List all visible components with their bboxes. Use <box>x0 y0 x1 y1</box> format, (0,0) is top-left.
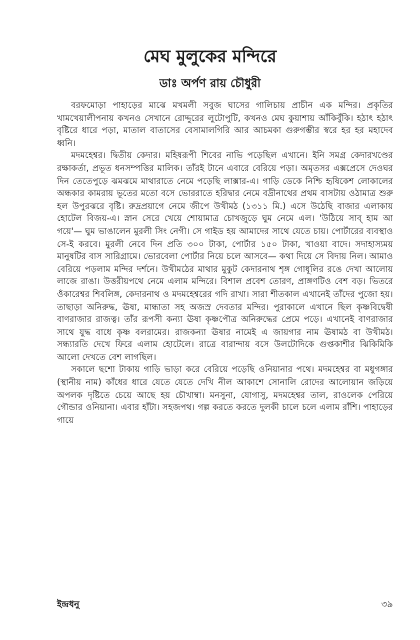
article-body <box>57 100 393 427</box>
article-author: ডাঃ অর্পণ রায় চৌধুরী <box>159 76 261 90</box>
page-number: ৩৯ <box>381 600 393 610</box>
magazine-name: ইন্দ্রধনু <box>57 600 80 610</box>
paragraph-madmaheshwar: মদমহেশ্বর। দ্বিতীয় কেদার। মহিষরূপী শিবের নাভি পড়েছিল এখানে। ইনি সমগ্র কেদারখণ্ডের রক্ষাকর্তা, প্রভূত ধনসম্পত্তির মালিক। তাঁরই টানে এবারে বেরিয়ে পড়া। অমৃতসর এক্সপ্রেসে দেওঘর দিন তেতেপুড়ে ঝমঝমে মাথারাতে নেমে পড়েছি লাক্সার-এ। গাড়ি ডেকে নিশ্চি হৃষিকেশ লোকালের অন্ধকার কামরায় ভূতের মতো বসে ভোররাতে হরিদ্বার নেমে বদ্রীনাথের প্রথম বাসটায় ওঠামাত্র শুরু হল উপুরঝরে বৃষ্টি। রুদ্রপ্রয়াগে নেমে জীপে উখীমঠ (১৩১১ মি.) এসে উঠেছি বাজার এলাকায় হোটেল বিজয়-এ। স্নান সেরে খেয়ে শোয়ামাত্র চোখজুড়ে ঘুম নেমে এল। 'উঠিয়ে সাব্ হাম আ গয়ে'— ঘুম ভাঙালেন মুরলী সিং নেগী। সে গাইড হয় আমাদের সাথে যেতে চায়। পোর্টারের ব্যবস্থাও সে-ই করবে। মুরলী নেবে দিন প্রতি ৩০০ টাকা, পোর্টার ১৫০ টাকা, খাওয়া বাদে। সদাহাস্যময় মানুষটির বাস সারিগ্রামে। ভোরবেলা পোর্টার নিয়ে চলে আসবে— কথা দিয়ে সে বিদায় নিল। আমাও বেরিয়ে পড়লাম মন্দির দর্শনে। উখীমঠের মাথার মুকুট কেদারনাথ শৃঙ্গ গোধূলির রঙে দেখা আলোয় লাজে রাঙা। উত্তরীয়পথে নেমে এলাম মন্দিরে। বিশাল প্রবেশ তোরণ, প্রাঙ্গণটিও বেশ বড়। ভিতরে ওঁকারেশ্বর শিবলিঙ্গ, কেদারনাথ ও মদমহেশ্বরের গদি রাখা। সারা শীতকাল এখানেই তাঁদের পুজো হয়। তাছাড়া অনিরুদ্ধ, ঊষা, মান্ধাতা সহ অজস্র দেবতার মন্দির। পুরাকালে এখানে ছিল কৃষ্ণবিদ্বেষী বাণরাজার রাজত্ব। তাঁর রূপসী কন্যা ঊষা কৃষ্ণপৌত্র অনিরুদ্ধের প্রেমে পড়ে। এখানেই বাণরাজার সাথে যুদ্ধ বাধে কৃষ্ণ বলরামের। রাজকন্যা ঊষার নামেই এ জায়গার নাম ঊষামঠ বা উখীমঠ। সন্ধ্যারতি দেখে ফিরে এলাম হোটেলে। রাত্রে বারান্দায় বসে উলটোদিকে গুপ্তকাশীর ঝিকিমিকি আলো দেখতে বেশ লাগছিল। <box>57 151 393 363</box>
paragraph-journey: সকালে ছশো টাকায় গাড়ি ভাড়া করে বেরিয়ে পড়েছি ওনিয়ানার পথে। মদমহেশ্বর বা মধুগঙ্গার (স্থানীয় নাম) কাঁধের ধারে যেতে যেতে দেখি নীল আকাশে সোনালি রোদের আলোয়ান জড়িয়ে অপলক দৃষ্টিতে চেয়ে আছে হয় চৌখাম্বা। মনসুনা, যোগাসু, মদমহেশ্বর তাল, রাওলেক পেরিয়ে গৌন্ডার ওনিয়ানা। এবার হাঁটা। সহজপথ। গল্প করতে করতে দুলকী চালে চলে এলাম রাঁশি। পাহাড়ের গায়ে <box>57 365 393 426</box>
article-title: মেঘ মুলুকের মন্দিরে <box>143 47 277 67</box>
paragraph-intro: বরফমোড়া পাহাড়ের মাঝে মখমলী সবুজ ঘাসের গালিচায় প্রাচীন এক মন্দির। প্রকৃতির খামখেয়ালীপনায় কখনও সেখানে রোদ্দুরের লুটোপুটি, কখনও মেঘ কুয়াশায় আঁকিবুঁকি। হঠাৎ হঠাৎ বৃষ্টিরে ধারে পড়া, মাতাল বাতাসের বেসামালগিরি আর আচমকা গুরুগম্ভীর স্বরে হর হর মহাদেব ধ্বনি। <box>57 101 393 149</box>
